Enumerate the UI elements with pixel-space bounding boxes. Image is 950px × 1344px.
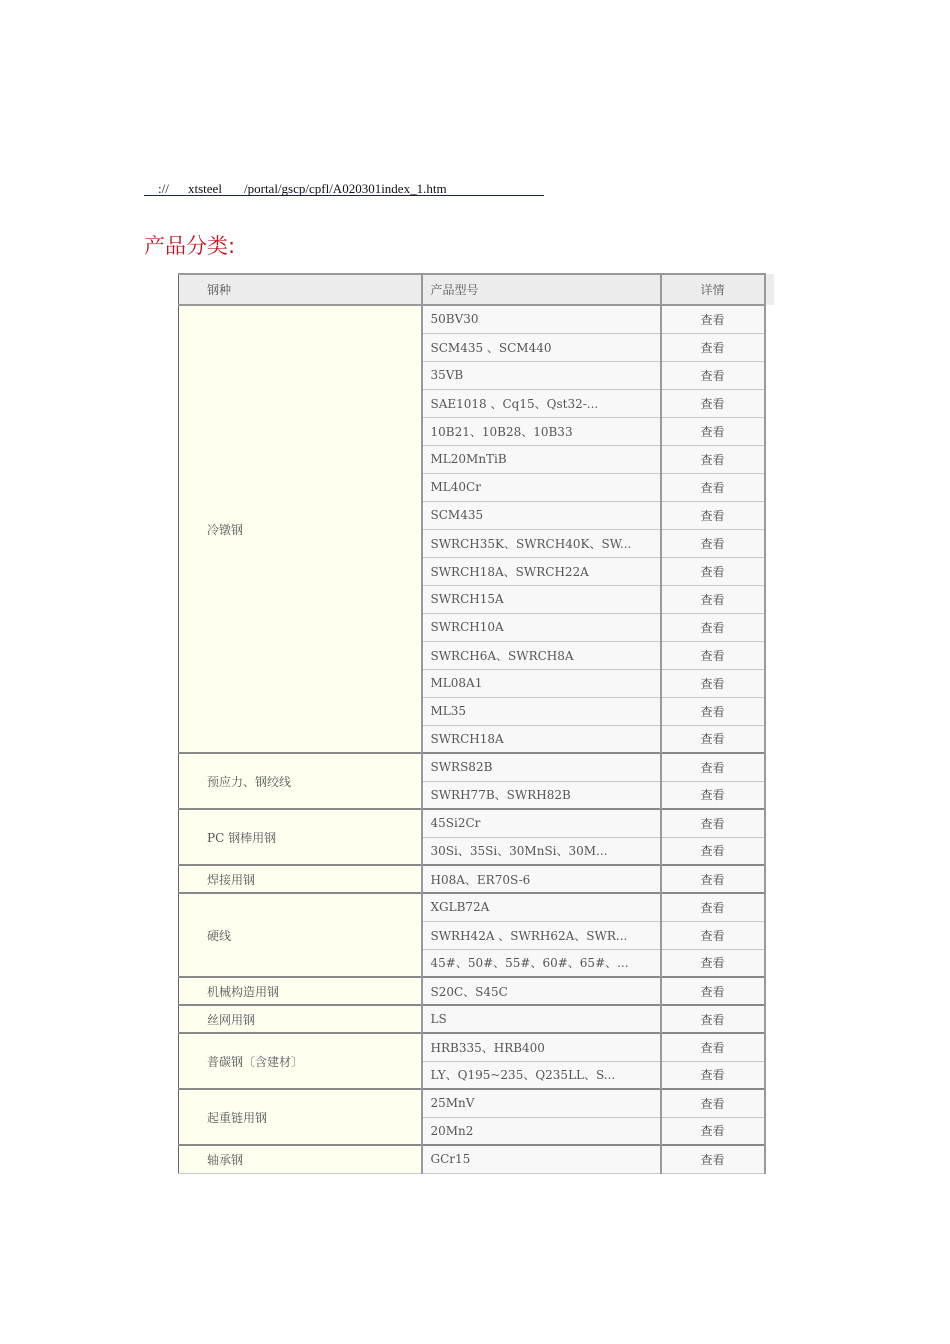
table-edge — [765, 1145, 774, 1173]
view-detail-link[interactable]: 查看 — [661, 921, 765, 949]
table-row — [179, 1145, 774, 1173]
product-model-cell: SWRH77B、SWRH82B — [422, 781, 661, 809]
table-edge — [765, 613, 774, 641]
product-model-cell: 45#、50#、55#、60#、65#、... — [422, 949, 661, 977]
product-model-cell: H08A、ER70S-6 — [422, 865, 661, 893]
steel-grade-cell: 机械构造用钢 — [179, 977, 422, 1005]
product-model-cell: 20Mn2 — [422, 1117, 661, 1145]
table-edge — [765, 1117, 774, 1145]
view-detail-link[interactable]: 查看 — [661, 837, 765, 865]
view-detail-link[interactable]: 查看 — [661, 1145, 765, 1173]
view-detail-link[interactable]: 查看 — [661, 949, 765, 977]
product-model-cell: SWRS82B — [422, 753, 661, 781]
table-edge — [765, 585, 774, 613]
table-edge — [765, 725, 774, 753]
url-path: /portal/gscp/cpfl/A020301index_1.htm — [244, 181, 447, 196]
view-detail-link[interactable]: 查看 — [661, 417, 765, 445]
table-header-row — [179, 274, 774, 305]
url-scheme: :// — [158, 181, 169, 196]
table-edge — [765, 417, 774, 445]
table-edge — [765, 501, 774, 529]
view-detail-link[interactable]: 查看 — [661, 333, 765, 361]
steel-grade-cell: 焊接用钢 — [179, 865, 422, 893]
table-edge — [765, 389, 774, 417]
product-model-cell: S20C、S45C — [422, 977, 661, 1005]
steel-grade-cell: 预应力、钢绞线 — [179, 753, 422, 809]
table-edge — [765, 781, 774, 809]
table-edge — [765, 333, 774, 361]
url-host: xtsteel — [188, 181, 222, 196]
view-detail-link[interactable]: 查看 — [661, 585, 765, 613]
table-edge — [765, 753, 774, 781]
view-detail-link[interactable]: 查看 — [661, 753, 765, 781]
view-detail-link[interactable]: 查看 — [661, 361, 765, 389]
table-edge — [765, 529, 774, 557]
header-detail: 详情 — [661, 274, 765, 305]
product-model-cell: 45Si2Cr — [422, 809, 661, 837]
table-edge — [765, 557, 774, 585]
table-edge — [765, 274, 774, 305]
product-model-cell: SWRCH15A — [422, 585, 661, 613]
view-detail-link[interactable]: 查看 — [661, 865, 765, 893]
table-row — [179, 977, 774, 1005]
view-detail-link[interactable]: 查看 — [661, 725, 765, 753]
table-edge — [765, 305, 774, 333]
table-edge — [765, 697, 774, 725]
table-edge — [765, 949, 774, 977]
header-grade: 钢种 — [179, 274, 422, 305]
table-edge — [765, 865, 774, 893]
table-edge — [765, 473, 774, 501]
view-detail-link[interactable]: 查看 — [661, 697, 765, 725]
view-detail-link[interactable]: 查看 — [661, 501, 765, 529]
product-model-cell: LY、Q195~235、Q235LL、S... — [422, 1061, 661, 1089]
table-row — [179, 893, 774, 921]
table-edge — [765, 361, 774, 389]
product-model-cell: 30Si、35Si、30MnSi、30M... — [422, 837, 661, 865]
product-model-cell: GCr15 — [422, 1145, 661, 1173]
table-row — [179, 753, 774, 781]
view-detail-link[interactable]: 查看 — [661, 305, 765, 333]
product-model-cell: ML20MnTiB — [422, 445, 661, 473]
table-edge — [765, 977, 774, 1005]
product-model-cell: 50BV30 — [422, 305, 661, 333]
section-title: 产品分类: — [144, 234, 236, 258]
steel-grade-cell: 轴承钢 — [179, 1145, 422, 1173]
table-edge — [765, 1033, 774, 1061]
product-model-cell: ML08A1 — [422, 669, 661, 697]
product-model-cell: 25MnV — [422, 1089, 661, 1117]
product-model-cell: SWRCH35K、SWRCH40K、SW... — [422, 529, 661, 557]
table-row — [179, 1005, 774, 1033]
table-edge — [765, 1089, 774, 1117]
table-edge — [765, 1061, 774, 1089]
view-detail-link[interactable]: 查看 — [661, 557, 765, 585]
product-model-cell: HRB335、HRB400 — [422, 1033, 661, 1061]
source-url[interactable] — [144, 179, 544, 196]
view-detail-link[interactable]: 查看 — [661, 1089, 765, 1117]
view-detail-link[interactable]: 查看 — [661, 641, 765, 669]
table-row — [179, 305, 774, 333]
view-detail-link[interactable]: 查看 — [661, 1005, 765, 1033]
table-row — [179, 865, 774, 893]
table-edge — [765, 669, 774, 697]
table-edge — [765, 893, 774, 921]
steel-grade-cell: PC 钢棒用钢 — [179, 809, 422, 865]
steel-grade-cell: 丝网用钢 — [179, 1005, 422, 1033]
product-model-cell: SWRCH18A、SWRCH22A — [422, 557, 661, 585]
product-model-cell: ML40Cr — [422, 473, 661, 501]
table-edge — [765, 445, 774, 473]
table-row — [179, 1089, 774, 1117]
product-model-cell: SWRH42A 、SWRH62A、SWR... — [422, 921, 661, 949]
header-model: 产品型号 — [422, 274, 661, 305]
table-edge — [765, 641, 774, 669]
table-edge — [765, 809, 774, 837]
view-detail-link[interactable]: 查看 — [661, 529, 765, 557]
view-detail-link[interactable]: 查看 — [661, 893, 765, 921]
view-detail-link[interactable]: 查看 — [661, 473, 765, 501]
view-detail-link[interactable]: 查看 — [661, 669, 765, 697]
table-row — [179, 809, 774, 837]
view-detail-link[interactable]: 查看 — [661, 445, 765, 473]
steel-grade-cell: 起重链用钢 — [179, 1089, 422, 1145]
view-detail-link[interactable]: 查看 — [661, 781, 765, 809]
view-detail-link[interactable]: 查看 — [661, 1033, 765, 1061]
view-detail-link[interactable]: 查看 — [661, 977, 765, 1005]
product-model-cell: SWRCH6A、SWRCH8A — [422, 641, 661, 669]
view-detail-link[interactable]: 查看 — [661, 1061, 765, 1089]
product-model-cell: SAE1018 、Cq15、Qst32-... — [422, 389, 661, 417]
view-detail-link[interactable]: 查看 — [661, 389, 765, 417]
steel-grade-cell: 普碳钢〔含建材〕 — [179, 1033, 422, 1089]
product-model-cell: SCM435 、SCM440 — [422, 333, 661, 361]
view-detail-link[interactable]: 查看 — [661, 809, 765, 837]
table-edge — [765, 1005, 774, 1033]
table-edge — [765, 921, 774, 949]
table-row — [179, 1033, 774, 1061]
product-model-cell: ML35 — [422, 697, 661, 725]
product-model-cell: SWRCH18A — [422, 725, 661, 753]
table-edge — [765, 837, 774, 865]
table-body — [179, 305, 774, 1173]
product-model-cell: XGLB72A — [422, 893, 661, 921]
steel-grade-cell: 冷镦钢 — [179, 305, 422, 753]
steel-grade-cell: 硬线 — [179, 893, 422, 977]
view-detail-link[interactable]: 查看 — [661, 1117, 765, 1145]
product-model-cell: SCM435 — [422, 501, 661, 529]
product-model-cell: 35VB — [422, 361, 661, 389]
product-model-cell: 10B21、10B28、10B33 — [422, 417, 661, 445]
product-category-table — [178, 273, 774, 1174]
view-detail-link[interactable]: 查看 — [661, 613, 765, 641]
product-model-cell: SWRCH10A — [422, 613, 661, 641]
product-model-cell: LS — [422, 1005, 661, 1033]
